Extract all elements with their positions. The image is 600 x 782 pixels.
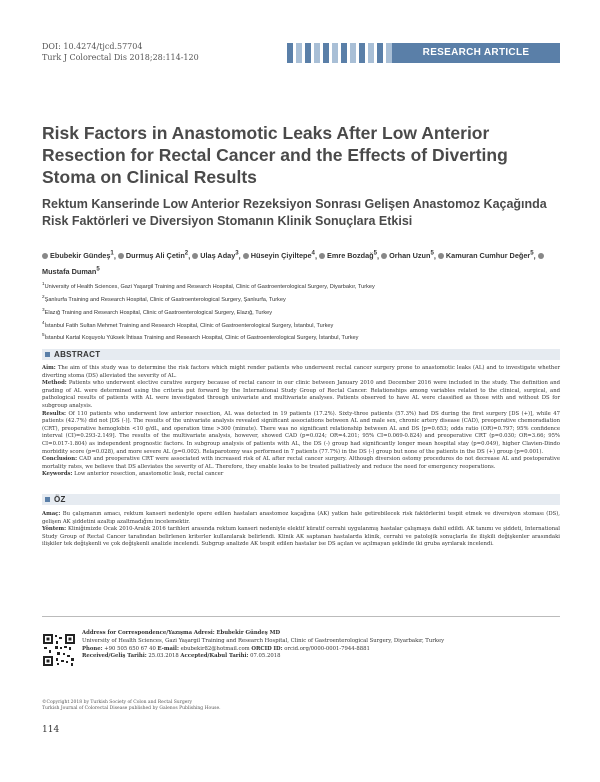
orcid-icon[interactable] [538,253,544,259]
oz-heading: ÖZ [54,495,66,504]
affiliation: $^3$Elazığ Training and Research Hospital, Clinic of Gastroenterological Surgery, Elazığ, Turkey [42,306,273,316]
affiliation-list [42,279,562,343]
orcid-icon[interactable] [192,253,198,259]
abstract-heading-bar [42,349,560,360]
author: Durmuş Ali Çetin$^2$ [118,251,188,260]
section-marker-icon [45,352,50,357]
oz-amac: Amaç: Bu çalışmanın amacı, rektum kanseri nedeniyle opere edilen hastaları anastomoz kaçağına (AK) yatkın hale getirebilecek risk faktörlerini tespit etmek ve diversiyon stoması (DS), gelişen AK şiddetini azaltıp azaltmadığını incelemektir. [42,511,560,525]
correspondence-contact: Phone: +90 505 650 67 40 E-mail: ebubekir82@hotmail.com ORCID ID: orcid.org/0000-0001-7944-8881 [82,645,370,652]
abstract-results: Results: Of 110 patients who underwent low anterior resection, AL was detected in 19 patients (17.2%). Sixty-three patients (57.3%) had DS during the first surgery [DS (+)], while 47 patients (42.7%) did not [DS (-)]. The results of the univariate analysis revealed significant associations between AL and male sex, chronic artery disease (CAD), preoperative chemoradiation (CRT), preoperative hemoglobin <10 g/dL, and operation time >300 (minute). There was no significant relationship between AL and DS [p=0.653; odds ratio (OR)=0.797; 95% confidence interval (CI)=0.293-2.149]. The results of the multivariate analysis, however, showed CAD (p=0.024; OR=4.201; 95% CI=0.069-0.824) and preoperative CRT (p=0.030; OR=3.66; 95% CI=0.017-1.804) as independent prognostic factors. In subgroup analysis of patients with AL, the DS (-) group had significantly longer mean hospital stay (p=0.049), higher Clavien-Dindo morbidity score (p=0.028), and more severe AL (p=0.002). Relaparotomy was performed in 7 patients (77.7%) in the DS (-) group but none of the patients in the DS (+) group (p=0.001). [42,410,560,455]
doi-block [42,41,199,63]
affiliation: $^4$İstanbul Fatih Sultan Mehmet Training and Research Hospital, Clinic of Gastroenterological Surgery, İstanbul, Turkey [42,319,334,329]
author: Emre Bozdağ$^5$ [319,251,377,260]
qr-code-icon [42,633,76,667]
article-title-turkish: Rektum Kanserinde Low Anterior Rezeksiyon Sonrası Gelişen Anastomoz Kaçağında Risk Faktörleri ve Diversiyon Stomanın Klinik Sonuçlara Etkisi [42,197,547,228]
author: Mustafa Duman$^5$ [42,251,546,275]
orcid-icon[interactable] [381,253,387,259]
abstract-conclusion: Conclusion: CAD and preoperative CRT were associated with increased risk of AL after rectal cancer surgery. Although diversion ostomy procedures do not decrease AL and postoperative mortality rates, we believe that DS alleviates the severity of AL. Therefore, they enable leaks to be treated palliatively and reduce the need for emergency reoperations. [42,456,561,470]
affiliation: $^1$University of Health Sciences, Gazi Yaşargil Training and Research Hospital, Clinic of Gastroenterological Surgery, Diyarbakır, Turkey [42,281,375,290]
orcid-link[interactable]: orcid.org/0000-0001-7944-8881 [284,645,370,652]
affiliation: $^2$Şanlıurfa Training and Research Hospital, Clinic of Gastroenterological Surgery, Şanlıurfa, Turkey [42,293,286,303]
orcid-icon[interactable] [42,253,48,259]
oz-heading-bar [42,494,560,505]
header-decoration [287,43,401,63]
author: Ulaş Aday$^3$ [192,251,238,260]
correspondence-dates: Received/Geliş Tarihi: 25.03.2018 Accepted/Kabul Tarihi: 07.05.2018 [82,653,281,660]
orcid-icon[interactable] [319,253,325,259]
affiliation: $^5$İstanbul Kartal Koşuyolu Yüksek İhtisas Training and Research Hospital, Clinic of Gastroenterological Surgery, İstanbul, Turkey [42,332,359,342]
footer-divider [42,616,560,617]
orcid-icon[interactable] [438,253,444,259]
author-list: Ebubekir Gündeş$^1$, Durmuş Ali Çetin$^2$, Ulaş Aday$^3$, Hüseyin Çiyiltepe$^4$, Emre Bozdağ$^5$, Orhan Uzun$^5$, Kamuran Cumhur Değer$^5$, Mustafa Duman$^5$ [42,247,562,278]
oz-yontem: Yöntem: Kliniğimizde Ocak 2010-Aralık 2016 tarihleri arasında rektum kanseri nedeniyle elektif küratif cerrahi uygulanmış hastalar çalışmaya dahil edildi. AK tanımı ve şiddeti, International Study Group of Rectal Cancer tarafından belirlenen kriterler kullanılarak belirlendi. Klinik AK saptanan hastalarda klinik, cerrahi ve patolojik sonuçlarla ile ilişkili değişkenler arasındaki ilişkiler tek değişkenli ve çok değişkenli analizle incelendi. Subgrup analizde AK tespit edilen hastalar ise DS açılan ve açılmayan şeklinde iki gruba ayrılarak incelendi. [42,526,560,548]
author: Kamuran Cumhur Değer$^5$ [438,251,534,260]
abstract-keywords: Keywords: Low anterior resection, anastomotic leak, rectal cancer [42,471,224,478]
correspondence-heading: Address for Correspondence/Yazışma Adresi: Ebubekir Gündeş MD [82,630,281,636]
author: Ebubekir Gündeş$^1$ [42,251,114,260]
author: Orhan Uzun$^5$ [381,251,434,260]
page-number: 114 [42,725,60,735]
correspondence-block [82,630,552,661]
journal-reference: Turk J Colorectal Dis 2018;28:114-120 [42,53,199,62]
correspondence-address: University of Health Sciences, Gazi Yaşargil Training and Research Hospital, Clinic of Gastroenterological Surgery, Diyarbakır, Turkey [82,637,445,644]
email-link[interactable]: ebubekir82@hotmail.com [180,645,250,652]
abstract-heading: ABSTRACT [54,350,101,359]
article-type-badge: RESEARCH ARTICLE [392,43,560,63]
abstract-method: Method: Patients who underwent elective curative surgery because of rectal cancer in our clinic between January 2010 and December 2016 were included in the study. The definition and grading of AL were determined using the criteria put forward by the International Study Group of Rectal Cancer. Relationships among variables related to the clinical, surgical, and pathological results of patients with AL were investigated through univariate and multivariate analyses. Patients observed to have AL were classified as those with and without DS for subgroup analysis. [42,380,560,409]
doi: DOI: 10.4274/tjcd.57704 [42,42,143,51]
copyright-notice: ©Copyright 2018 by Turkish Society of Colon and Rectal Surgery Turkish Journal of Colorectal Disease published by Galenos Publishing House. [42,700,221,711]
article-title: Risk Factors in Anastomotic Leaks After Low Anterior Resection for Rectal Cancer and the Effects of Diverting Stoma on Clinical Results [42,123,508,187]
orcid-icon[interactable] [118,253,124,259]
abstract-aim: Aim: The aim of this study was to determine the risk factors which might render patients who underwent rectal cancer surgery prone to anastomotic leaks (AL) and to investigate whether diverting stoma (DS) alleviated the severity of AL. [42,365,561,379]
author: Hüseyin Çiyiltepe$^4$ [243,251,315,260]
orcid-icon[interactable] [243,253,249,259]
abstract-body [42,365,560,479]
oz-body [42,511,560,549]
section-marker-icon [45,497,50,502]
phone: +90 505 650 67 40 [104,645,156,652]
